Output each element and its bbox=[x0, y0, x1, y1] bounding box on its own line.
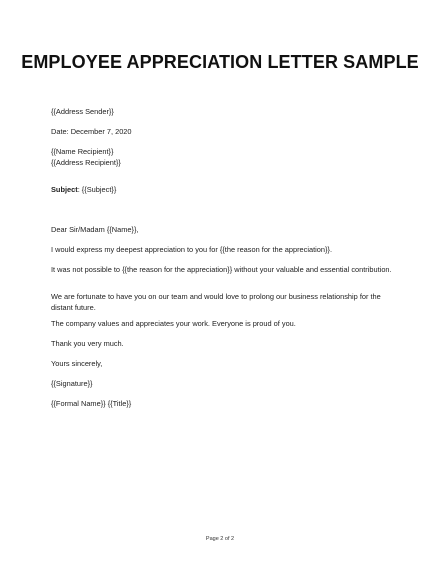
salutation: Dear Sir/Madam {{Name}}, bbox=[51, 225, 139, 234]
subject-value: : {{Subject}} bbox=[77, 185, 117, 194]
signature: {{Signature}} bbox=[51, 379, 93, 388]
letter-date: Date: December 7, 2020 bbox=[51, 127, 132, 136]
paragraph-team: We are fortunate to have you on our team and would love to prolong our business relationship for the distant future. bbox=[51, 292, 381, 312]
name-recipient: {{Name Recipient}} bbox=[51, 147, 114, 156]
subject-label: Subject bbox=[51, 185, 78, 194]
address-recipient: {{Address Recipient}} bbox=[51, 158, 121, 167]
paragraph-values: The company values and appreciates your work. Everyone is proud of you. bbox=[51, 319, 296, 328]
page-number: Page 2 of 2 bbox=[205, 536, 235, 542]
subject-line bbox=[51, 184, 396, 195]
formal-name: {{Formal Name}} {{Title}} bbox=[51, 399, 132, 408]
paragraph-appreciation: I would express my deepest appreciation to you for {{the reason for the appreciation}}. bbox=[51, 245, 333, 254]
address-sender: {{Address Sender}} bbox=[51, 107, 114, 116]
paragraph-thanks: Thank you very much. bbox=[51, 339, 124, 348]
document-title: EMPLOYEE APPRECIATION LETTER SAMPLE bbox=[21, 52, 419, 72]
paragraph-contribution: It was not possible to {{the reason for the appreciation}} without your valuable and essential contribution. bbox=[51, 265, 392, 274]
closing: Yours sincerely, bbox=[51, 359, 103, 368]
